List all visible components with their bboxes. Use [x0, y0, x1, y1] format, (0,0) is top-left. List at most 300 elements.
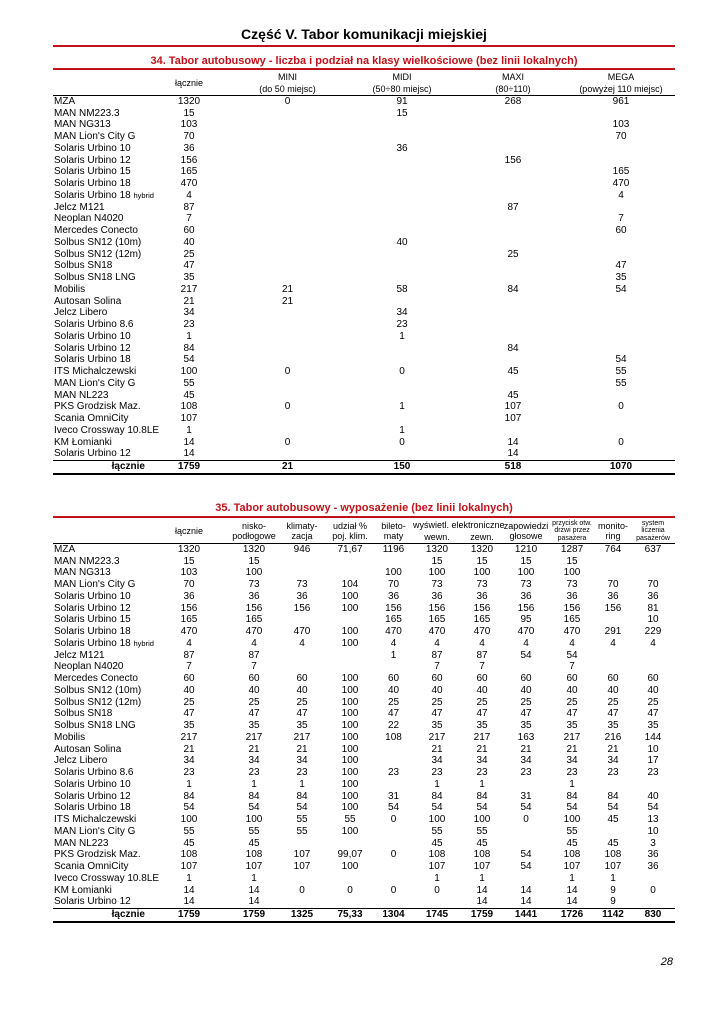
cell-value: 100: [341, 755, 359, 767]
cell-value: 54: [387, 802, 400, 814]
cell-value: 36: [183, 142, 195, 154]
t35-col-displays: wyświetl. elektroniczne: [413, 519, 505, 530]
row-label: Mobilis: [54, 731, 86, 743]
cell-value: 84: [431, 790, 443, 802]
cell-value: 54: [647, 802, 659, 814]
cell-value: 14: [476, 884, 488, 896]
table-row: [53, 119, 675, 131]
cell-value: 470: [517, 626, 535, 638]
cell-value: 35: [183, 272, 195, 284]
cell-value: 54: [615, 354, 627, 366]
cell-value: 23: [396, 319, 408, 331]
cell-value: [345, 131, 459, 143]
table-row: [53, 213, 675, 225]
total-value: 1441: [503, 908, 549, 921]
cell-value: 14: [183, 884, 195, 896]
total-value: 1142: [595, 908, 631, 921]
table-row: [53, 284, 675, 296]
cell-value: [230, 331, 345, 343]
cell-value: 45: [566, 837, 578, 849]
cell-value: [374, 826, 413, 838]
cell-value: 1: [390, 649, 397, 661]
cell-value: 45: [431, 837, 443, 849]
cell-value: 45: [183, 389, 195, 401]
cell-value: [345, 413, 459, 425]
cell-value: [631, 567, 675, 579]
cell-value: 107: [245, 861, 263, 873]
cell-value: 15: [248, 555, 260, 567]
cell-value: 100: [180, 814, 198, 826]
cell-value: 100: [341, 861, 359, 873]
cell-value: 4: [299, 637, 305, 649]
cell-value: [230, 143, 345, 155]
row-label: Solaris Urbino 10: [54, 590, 131, 602]
cell-value: 1: [569, 872, 575, 884]
row-label: Solaris Urbino 18 hybrid: [54, 189, 154, 201]
row-label: Solaris Urbino 18: [54, 354, 131, 366]
table-row: [53, 661, 675, 673]
cell-value: 22: [387, 720, 400, 732]
cell-value: [230, 448, 345, 460]
cell-value: 100: [341, 626, 359, 638]
cell-value: [278, 873, 326, 885]
cell-value: [230, 131, 345, 143]
row-label: KM Łomianki: [54, 436, 112, 448]
cell-value: 23: [520, 767, 532, 779]
cell-value: 14: [566, 896, 578, 908]
cell-value: [230, 260, 345, 272]
cell-value: 103: [180, 119, 198, 131]
cell-value: [326, 614, 374, 626]
cell-value: [503, 826, 549, 838]
row-label: Solaris Urbino 12: [54, 448, 131, 460]
cell-value: 91: [345, 95, 459, 107]
cell-value: 946: [278, 543, 326, 555]
cell-value: 1: [399, 330, 405, 342]
cell-value: 70: [183, 131, 195, 143]
t35-col-displays-inside: wewn.: [424, 531, 450, 542]
cell-value: 47: [183, 260, 195, 272]
cell-value: 470: [245, 626, 263, 638]
cell-value: 15: [396, 107, 408, 119]
row-label: Scania OmniCity: [54, 861, 129, 873]
row-label: Neoplan N4020: [54, 213, 124, 225]
cell-value: [459, 119, 567, 131]
table-row: [53, 166, 675, 178]
cell-value: [374, 661, 413, 673]
cell-value: 100: [341, 696, 359, 708]
cell-value: 107: [604, 861, 622, 873]
cell-value: [459, 272, 567, 284]
row-label: Solbus SN18: [54, 708, 113, 720]
cell-value: 107: [180, 861, 198, 873]
table-row: [53, 448, 675, 460]
cell-value: 36: [647, 861, 659, 873]
cell-value: 0: [618, 401, 624, 413]
cell-value: [567, 248, 675, 260]
cell-value: 40: [566, 684, 578, 696]
cell-value: 470: [293, 626, 311, 638]
cell-value: [567, 342, 675, 354]
row-label: Scania OmniCity: [54, 413, 129, 425]
cell-value: [459, 225, 567, 237]
cell-value: 107: [504, 413, 522, 425]
cell-value: 7: [479, 661, 485, 673]
cell-value: 23: [607, 767, 619, 779]
cell-value: 84: [183, 790, 195, 802]
cell-value: 17: [647, 755, 659, 767]
row-label: Autosan Solina: [54, 743, 122, 755]
cell-value: 100: [341, 731, 359, 743]
cell-value: 25: [431, 696, 443, 708]
cell-value: [345, 378, 459, 390]
cell-value: 470: [180, 178, 198, 190]
table-row: [53, 896, 675, 908]
part-title: Część V. Tabor komunikacji miejskiej: [241, 26, 487, 42]
cell-value: 3: [650, 837, 656, 849]
cell-value: 84: [507, 342, 519, 354]
cell-value: 21: [183, 743, 195, 755]
cell-value: 470: [385, 626, 402, 638]
cell-value: 31: [387, 790, 400, 802]
cell-value: 100: [341, 684, 359, 696]
cell-value: 54: [248, 802, 260, 814]
cell-value: 0: [230, 95, 345, 107]
table-row: [53, 849, 675, 861]
cell-value: 156: [180, 602, 198, 614]
cell-value: 100: [341, 590, 359, 602]
cell-value: 60: [615, 225, 627, 237]
cell-value: 23: [476, 767, 488, 779]
cell-value: 36: [387, 590, 400, 602]
cell-value: 0: [523, 814, 529, 826]
cell-value: 34: [183, 307, 195, 319]
cell-value: 60: [647, 673, 659, 685]
t34-col-midi-sub: (50÷80 miejsc): [372, 83, 432, 94]
cell-value: 21: [431, 743, 443, 755]
t35-col-monitoring: monito- ring: [598, 520, 629, 541]
cell-value: 23: [647, 767, 659, 779]
cell-value: 60: [183, 673, 195, 685]
cell-value: 23: [387, 767, 400, 779]
cell-value: [459, 213, 567, 225]
cell-value: 156: [245, 602, 263, 614]
cell-value: 54: [296, 802, 308, 814]
cell-value: 55: [344, 814, 356, 826]
table34-rule: [53, 68, 675, 70]
cell-value: 70: [615, 131, 627, 143]
cell-value: 107: [563, 861, 581, 873]
cell-value: 637: [631, 543, 675, 555]
table-row: [53, 790, 675, 802]
cell-value: 14: [183, 896, 195, 908]
cell-value: 108: [385, 731, 402, 743]
cell-value: 45: [607, 814, 619, 826]
cell-value: 14: [183, 436, 195, 448]
cell-value: 107: [293, 861, 311, 873]
cell-value: 4: [186, 189, 192, 201]
cell-value: 108: [180, 849, 198, 861]
cell-value: [595, 614, 631, 626]
cell-value: 71,67: [326, 543, 374, 555]
table-row: [53, 696, 675, 708]
cell-value: [459, 107, 567, 119]
cell-value: [326, 896, 374, 908]
cell-value: 47: [387, 708, 400, 720]
cell-value: 60: [248, 673, 260, 685]
table-row: [53, 814, 675, 826]
cell-value: [326, 649, 374, 661]
cell-value: [230, 272, 345, 284]
cell-value: [567, 389, 675, 401]
cell-value: 47: [431, 708, 443, 720]
table-row: [53, 638, 675, 650]
cell-value: 4: [434, 637, 440, 649]
cell-value: 55: [183, 377, 195, 389]
cell-value: 35: [476, 720, 488, 732]
cell-value: 73: [520, 579, 532, 591]
cell-value: 1: [186, 872, 192, 884]
total-value: 830: [631, 908, 675, 921]
cell-value: 14: [507, 448, 519, 460]
cell-value: 14: [248, 884, 260, 896]
part-rule: [53, 45, 675, 47]
table-row: [53, 743, 675, 755]
t34-col-midi: MIDI: [392, 71, 412, 82]
cell-value: 1: [479, 778, 485, 790]
cell-value: 470: [428, 626, 446, 638]
cell-value: 40: [607, 684, 619, 696]
cell-value: 36: [396, 142, 408, 154]
cell-value: 60: [476, 673, 488, 685]
cell-value: [345, 213, 459, 225]
row-label: MAN NM223.3: [54, 107, 120, 119]
row-label: Solaris Urbino 18 hybrid: [54, 637, 154, 649]
cell-value: 144: [644, 731, 662, 743]
table-row: [53, 354, 675, 366]
t35-col-door-button: przycisk otw. drzwi przez pasażera: [552, 519, 592, 542]
cell-value: 60: [387, 673, 400, 685]
table-row: [53, 591, 675, 603]
cell-value: 21: [520, 743, 532, 755]
cell-value: 54: [615, 283, 627, 295]
cell-value: 217: [473, 731, 491, 743]
cell-value: 25: [387, 696, 400, 708]
cell-value: 4: [479, 637, 485, 649]
cell-value: 14: [183, 448, 195, 460]
table-row: [53, 614, 675, 626]
cell-value: 1: [399, 401, 405, 413]
cell-value: 108: [604, 849, 622, 861]
cell-value: 21: [607, 743, 619, 755]
cell-value: 100: [428, 567, 446, 579]
cell-value: [230, 319, 345, 331]
cell-value: 108: [428, 849, 446, 861]
cell-value: [230, 201, 345, 213]
row-label: Solbus SN18 LNG: [54, 272, 136, 284]
row-label: Solbus SN12 (12m): [54, 248, 142, 260]
table-row: [53, 779, 675, 791]
cell-value: 100: [341, 708, 359, 720]
cell-value: [230, 389, 345, 401]
t35-col-aircon-share: udział % poj. klim.: [332, 520, 368, 541]
cell-value: [567, 201, 675, 213]
cell-value: [230, 178, 345, 190]
cell-value: 1: [569, 778, 575, 790]
cell-value: 1: [251, 778, 257, 790]
cell-value: 100: [341, 802, 359, 814]
table-row: [53, 873, 675, 885]
table-row: [53, 685, 675, 697]
cell-value: 100: [473, 567, 491, 579]
table-row: [53, 154, 675, 166]
cell-value: [230, 166, 345, 178]
cell-value: 55: [615, 377, 627, 389]
cell-value: [374, 755, 413, 767]
t35-col-voice: zapowiedzi głosowe: [503, 520, 549, 541]
cell-value: [230, 237, 345, 249]
t35-col-lowfloor: nisko- podłogowe: [232, 520, 276, 541]
table-row: [53, 248, 675, 260]
table-row: [53, 107, 675, 119]
cell-value: 21: [248, 743, 260, 755]
cell-value: 4: [390, 637, 397, 649]
cell-value: 60: [520, 673, 532, 685]
cell-value: 40: [183, 236, 195, 248]
cell-value: 47: [647, 708, 659, 720]
t34-col-mini: MINI: [278, 71, 297, 82]
cell-value: 23: [183, 767, 195, 779]
cell-value: 15: [183, 555, 195, 567]
cell-value: [345, 260, 459, 272]
row-label: Iveco Crossway 10.8LE: [54, 872, 160, 884]
cell-value: 108: [473, 849, 491, 861]
row-label: Solaris Urbino 12: [54, 790, 131, 802]
cell-value: 45: [507, 389, 519, 401]
cell-value: 25: [296, 696, 308, 708]
row-label: ITS Michalczewski: [54, 366, 137, 378]
cell-value: [459, 307, 567, 319]
cell-value: [345, 225, 459, 237]
row-label: PKS Grodzisk Maz.: [54, 849, 141, 861]
cell-value: 36: [607, 590, 619, 602]
table-row: [53, 732, 675, 744]
table-row: [53, 378, 675, 390]
cell-value: 1: [399, 424, 405, 436]
cell-value: [374, 837, 413, 849]
cell-value: [345, 248, 459, 260]
cell-value: 7: [186, 213, 192, 225]
cell-value: 84: [566, 790, 578, 802]
cell-value: 0: [347, 884, 353, 896]
cell-value: [345, 342, 459, 354]
table-row: [53, 413, 675, 425]
cell-value: [567, 154, 675, 166]
cell-value: 156: [180, 154, 198, 166]
cell-value: [230, 154, 345, 166]
cell-value: 25: [183, 248, 195, 260]
row-label: Neoplan N4020: [54, 661, 124, 673]
total-value: 1759: [148, 908, 230, 921]
cell-value: 23: [431, 767, 443, 779]
cell-value: [278, 614, 326, 626]
cell-value: 100: [473, 814, 491, 826]
table-row: [53, 826, 675, 838]
cell-value: 1210: [503, 543, 549, 555]
row-label: Jelcz M121: [54, 201, 105, 213]
cell-value: [230, 190, 345, 202]
table-row: [53, 673, 675, 685]
cell-value: 54: [566, 649, 578, 661]
cell-value: 87: [431, 649, 443, 661]
cell-value: 100: [341, 673, 359, 685]
total-value: 1304: [374, 908, 413, 921]
cell-value: 47: [248, 708, 260, 720]
row-label: MZA: [53, 543, 148, 555]
cell-value: 103: [612, 119, 630, 131]
cell-value: 23: [183, 319, 195, 331]
cell-value: 100: [341, 720, 359, 732]
cell-value: 165: [180, 614, 198, 626]
cell-value: 45: [607, 837, 619, 849]
cell-value: 1: [479, 872, 485, 884]
cell-value: [459, 425, 567, 437]
cell-value: 84: [296, 790, 308, 802]
cell-value: 25: [248, 696, 260, 708]
cell-value: 229: [644, 626, 662, 638]
cell-value: [567, 295, 675, 307]
cell-value: 0: [284, 436, 291, 448]
cell-value: 36: [431, 590, 443, 602]
cell-value: 55: [476, 825, 488, 837]
cell-value: [567, 107, 675, 119]
cell-value: 84: [507, 283, 519, 295]
cell-value: 764: [595, 543, 631, 555]
cell-value: 45: [248, 837, 260, 849]
cell-value: 100: [245, 567, 263, 579]
cell-value: 13: [647, 814, 659, 826]
row-label: Solaris Urbino 15: [54, 614, 131, 626]
cell-value: 47: [296, 708, 308, 720]
total-row: [53, 908, 675, 921]
row-label: Solaris Urbino 12: [54, 896, 131, 908]
table-row: [53, 342, 675, 354]
cell-value: 10: [647, 743, 659, 755]
row-label: MAN NL223: [54, 837, 109, 849]
table-row: [53, 225, 675, 237]
cell-value: 100: [341, 767, 359, 779]
row-label: ITS Michalczewski: [54, 814, 137, 826]
cell-value: 100: [341, 825, 359, 837]
cell-value: 100: [341, 790, 359, 802]
cell-value: 54: [520, 849, 532, 861]
row-label: Solaris Urbino 12: [54, 154, 131, 166]
cell-value: [631, 779, 675, 791]
cell-value: 291: [604, 626, 622, 638]
row-label: Jelcz Libero: [54, 755, 108, 767]
cell-value: 35: [248, 720, 260, 732]
cell-value: [345, 154, 459, 166]
cell-value: [278, 837, 326, 849]
cell-value: 23: [566, 767, 578, 779]
cell-value: [230, 107, 345, 119]
table-row: [53, 884, 675, 896]
cell-value: 165: [385, 614, 402, 626]
cell-value: [459, 166, 567, 178]
table-row: [53, 755, 675, 767]
cell-value: 15: [431, 555, 443, 567]
total-label: łącznie: [53, 908, 148, 921]
